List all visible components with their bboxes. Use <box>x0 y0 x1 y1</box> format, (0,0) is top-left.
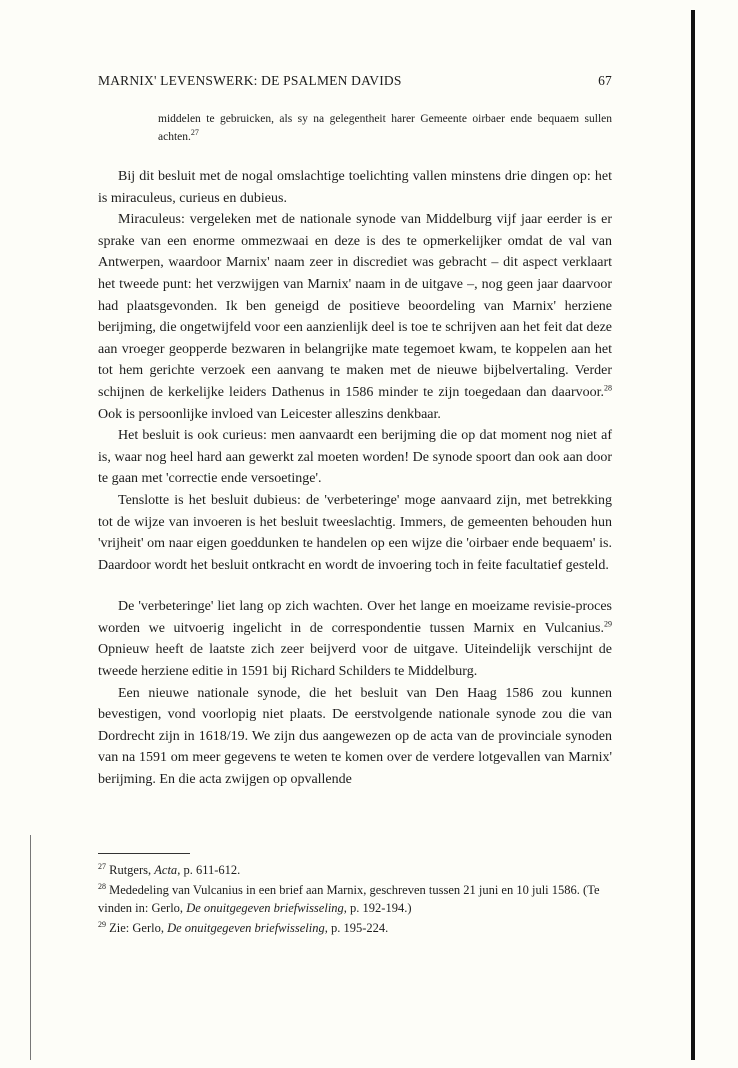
running-head: MARNIX' LEVENSWERK: DE PSALMEN DAVIDS <box>98 73 402 88</box>
paragraph-4: Tenslotte is het besluit dubieus: de 'verbeteringe' moge aanvaard zijn, met betrekking tot de wijze van invoeren is het besluit tweeslachtig. Immers, de gemeenten behouden hun 'vrijheit' om naar eigen goeddunken te handelen op een wijze die 'oirbaer ende bequaem' is. Daardoor wordt het besluit ontkracht en wordt de invoering toch in feite facultatief gesteld. <box>98 492 612 573</box>
paragraph-2 <box>98 209 612 425</box>
paragraph-6: Een nieuwe nationale synode, die het besluit van Den Haag 1586 zou kunnen bevestigen, vond voorlopig niet plaats. De eerstvolgende nationale synode zou die van Dordrecht zijn in 1618/19. We zijn dus aangewezen op de acta van de provinciale synoden van na 1591 om meer gegevens te weten te komen over de verdere lotgevallen van Marnix' berijming. En die acta zwijgen op opvallende <box>98 685 612 788</box>
paragraph-2-text-cont: Ook is persoonlijke invloed van Leicester alleszins denkbaar. <box>98 406 441 422</box>
footnote-text: , p. 611-612. <box>177 863 241 877</box>
paragraph-1: Bij dit besluit met de nogal omslachtige toelichting vallen minstens drie dingen op: het is miraculeus, curieus en dubieus. <box>98 169 612 206</box>
footnote-ref-29: 29 <box>604 619 612 629</box>
footnote-text: , p. 192-194.) <box>343 901 412 915</box>
footnote-text: , p. 195-224. <box>324 921 389 935</box>
page-edge-shadow <box>691 10 695 1060</box>
footnote-rule <box>98 853 190 854</box>
footnote-number: 27 <box>98 861 106 871</box>
footnote-number: 28 <box>98 881 106 891</box>
footnotes <box>98 861 612 939</box>
binding-edge-line <box>30 835 31 1060</box>
footnote-27 <box>98 861 612 879</box>
footnote-title: De onuitgegeven briefwisseling <box>167 921 325 935</box>
footnote-ref-28: 28 <box>604 383 612 393</box>
footnote-ref-27: 27 <box>190 128 199 138</box>
quote-text: middelen te gebruicken, als sy na gelegentheit harer Gemeente oirbaer ende bequaem sullen achten. <box>158 113 612 143</box>
block-quote <box>158 110 612 146</box>
footnote-text: Zie: Gerlo, <box>106 921 168 935</box>
footnote-title: Acta <box>154 863 178 877</box>
footnote-text: Rutgers, <box>106 863 155 877</box>
paragraph-5 <box>98 596 612 682</box>
section-gap <box>98 576 612 596</box>
body-text <box>98 166 612 791</box>
paragraph-2-text: Miraculeus: vergeleken met de nationale synode van Middelburg vijf jaar eerder is er sprake van een enorme ommezwaai en deze is des te opmerkelijker omdat de val van Antwerpen, waardoor Marnix' naam zeer in discrediet was gebracht – dit aspect verklaart het tweede punt: het verzwijgen van Marnix' naam in de uitgave –, nog geen jaar daarvoor had plaatsgevonden. Ik ben geneigd de positieve beoordeling van Marnix' herziene berijming, die ongetwijfeld voor een aanzienlijk deel is toe te schrijven aan het feit dat deze aan vroeger geopperde bezwaren in belangrijke mate tegemoet kwam, te koppelen aan het tot hem gerichte verzoek een aanvang te maken met de nieuwe bijbelvertaling. Verder schijnen de kerkelijke leiders Dathenus in 1586 minder te zijn toegedaan dan daarvoor. <box>98 212 612 400</box>
footnote-text: Mededeling van Vulcanius in een brief aan Marnix, geschreven tussen 21 juni en 10 juli 1586. (Te vinden in: Gerlo, <box>98 883 600 915</box>
footnote-29 <box>98 919 612 937</box>
footnote-number: 29 <box>98 919 106 929</box>
paragraph-5-text: De 'verbeteringe' liet lang op zich wachten. Over het lange en moeizame revisie-proces worden we uitvoerig ingelicht in de correspondentie tussen Marnix en Vulcanius. <box>98 599 612 636</box>
footnote-28 <box>98 881 612 917</box>
footnote-title: De onuitgegeven briefwisseling <box>186 901 344 915</box>
quote-paragraph <box>158 110 612 146</box>
page-number: 67 <box>598 73 612 88</box>
paragraph-3: Het besluit is ook curieus: men aanvaardt een berijming die op dat moment nog niet af is, waar nog heel hard aan gewerkt zal moeten worden! De synode spoort dan ook aan door te gaan met 'correctie ende versoetinge'. <box>98 428 612 487</box>
paragraph-5-text-cont: Opnieuw heeft de laatste zich zeer beijverd voor de uitgave. Uiteindelijk verschijnt de tweede herziene editie in 1591 bij Richard Schilders te Middelburg. <box>98 642 612 680</box>
